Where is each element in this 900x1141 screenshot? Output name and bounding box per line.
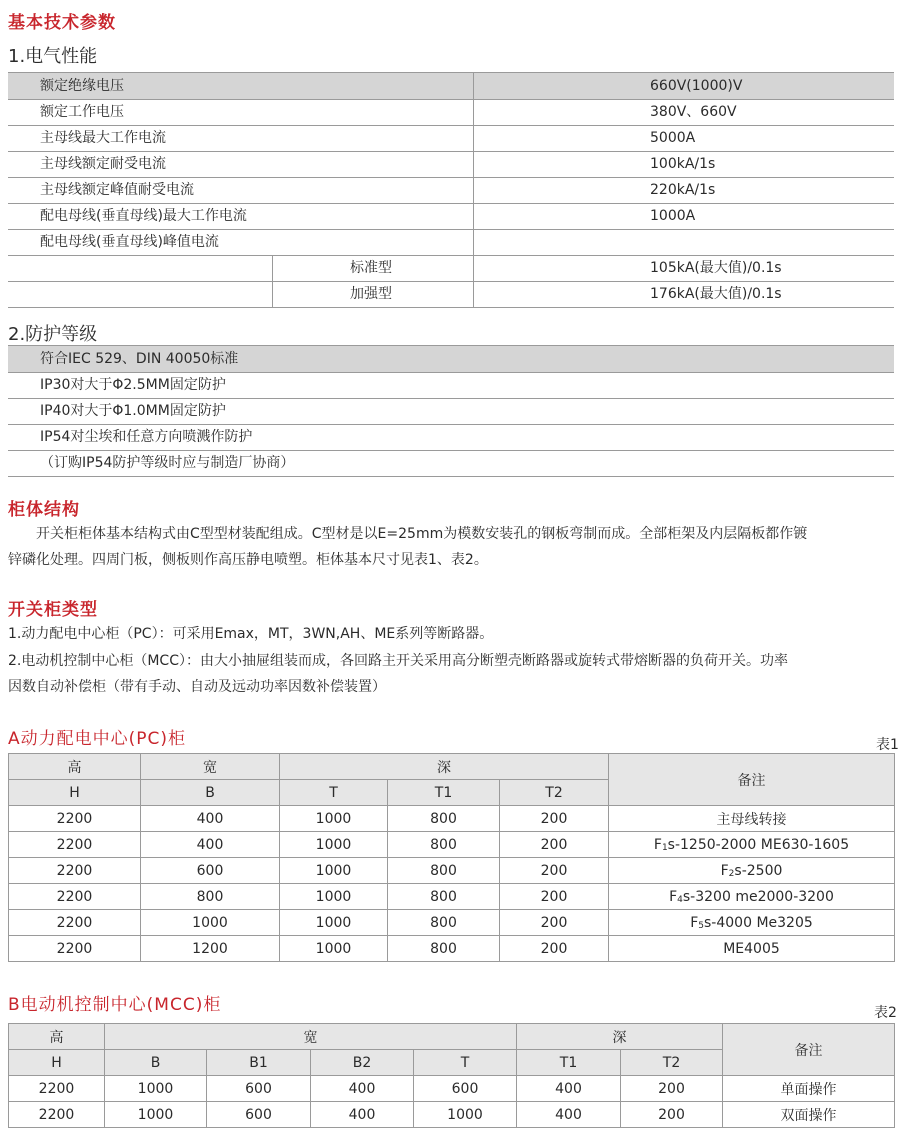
header-note: 备注	[723, 1024, 895, 1076]
table-row	[9, 1076, 895, 1102]
header-T2: T2	[500, 780, 609, 806]
table-row	[9, 910, 895, 936]
header-shen: 深	[280, 754, 609, 780]
param-value: 176kA(最大值)/0.1s	[650, 286, 782, 302]
cell-note	[609, 936, 895, 962]
table1-title: A动力配电中心(PC)柜	[8, 729, 187, 749]
table2-label: 表2	[874, 1005, 897, 1021]
table-row	[8, 281, 894, 308]
sub-type-label: 标准型	[350, 260, 392, 276]
table-row	[8, 125, 894, 152]
note-text: ME4005	[723, 940, 780, 957]
cell-B2: 400	[311, 1076, 414, 1102]
cell-T: 1000	[280, 884, 388, 910]
cell-B1: 600	[207, 1102, 311, 1128]
header-T1: T1	[388, 780, 500, 806]
cell-H: 2200	[9, 936, 141, 962]
header-B: B	[141, 780, 280, 806]
cell-T2: 200	[500, 884, 609, 910]
note-prefix: F	[669, 888, 678, 905]
note-text: s-3200 me2000-3200	[682, 888, 834, 905]
column-divider	[473, 73, 474, 308]
cell-T1: 800	[388, 936, 500, 962]
cell-B: 600	[141, 858, 280, 884]
cell-T2: 200	[500, 806, 609, 832]
list-item	[8, 450, 894, 477]
param-value: 100kA/1s	[650, 156, 716, 172]
list-item	[8, 346, 894, 373]
header-T2: T2	[621, 1050, 723, 1076]
cell-note	[609, 910, 895, 936]
header-B2: B2	[311, 1050, 414, 1076]
header-shen: 深	[517, 1024, 723, 1050]
cell-T: 1000	[280, 806, 388, 832]
note-text: s-1250-2000 ME630-1605	[667, 836, 850, 853]
param-label: 主母线额定耐受电流	[40, 156, 166, 172]
protection-text: IP54对尘埃和任意方向喷溅作防护	[40, 429, 253, 445]
header-T: T	[414, 1050, 517, 1076]
cell-T2: 200	[500, 858, 609, 884]
protection-text: IP40对大于Φ1.0MM固定防护	[40, 403, 226, 419]
header-H: H	[9, 1050, 105, 1076]
cell-H: 2200	[9, 884, 141, 910]
cell-T: 1000	[280, 832, 388, 858]
list-item	[8, 372, 894, 399]
param-label: 主母线最大工作电流	[40, 130, 166, 146]
table1	[8, 753, 895, 962]
cell-T1: 400	[517, 1076, 621, 1102]
protection-title: 2.防护等级	[8, 324, 98, 345]
table-row	[9, 884, 895, 910]
header-kuan: 宽	[105, 1024, 517, 1050]
table-row	[8, 99, 894, 126]
cell-H: 2200	[9, 806, 141, 832]
types-line-3: 因数自动补偿柜（带有手动、自动及远动功率因数补偿装置）	[8, 679, 386, 695]
cell-H: 2200	[9, 858, 141, 884]
cell-T: 1000	[280, 936, 388, 962]
param-label: 额定绝缘电压	[40, 78, 124, 94]
note-prefix: F	[653, 836, 662, 853]
table2	[8, 1023, 895, 1128]
protection-text: （订购IP54防护等级时应与制造厂协商）	[40, 455, 295, 471]
cell-H: 2200	[9, 910, 141, 936]
param-label: 主母线额定峰值耐受电流	[40, 182, 194, 198]
cell-T1: 800	[388, 832, 500, 858]
header-gao: 高	[9, 754, 141, 780]
cell-H: 2200	[9, 1076, 105, 1102]
structure-line-2: 锌磷化处理。四周门板，侧板则作高压静电喷塑。柜体基本尺寸见表1、表2。	[8, 552, 488, 568]
table-row	[9, 1102, 895, 1128]
header-T1: T1	[517, 1050, 621, 1076]
cell-note	[609, 832, 895, 858]
table-row	[8, 203, 894, 230]
sub-type-label: 加强型	[350, 286, 392, 302]
table-row	[9, 936, 895, 962]
cell-B: 1000	[105, 1076, 207, 1102]
table-row	[8, 229, 894, 256]
list-item	[8, 424, 894, 451]
cell-note	[609, 806, 895, 832]
cell-B: 400	[141, 832, 280, 858]
note-prefix: F	[720, 862, 729, 879]
note-text: 主母线转接	[716, 811, 787, 828]
cell-note: 单面操作	[723, 1076, 895, 1102]
section-title-basic-params: 基本技术参数	[8, 13, 116, 33]
cell-T1: 800	[388, 858, 500, 884]
cell-B: 1000	[105, 1102, 207, 1128]
cell-T: 1000	[280, 858, 388, 884]
cell-T: 1000	[414, 1102, 517, 1128]
param-value: 220kA/1s	[650, 182, 716, 198]
table-row	[8, 177, 894, 204]
note-text: s-2500	[734, 862, 783, 879]
cell-B: 1200	[141, 936, 280, 962]
param-label: 配电母线(垂直母线)峰值电流	[40, 234, 219, 250]
cell-T2: 200	[500, 910, 609, 936]
cell-T2: 200	[621, 1102, 723, 1128]
cell-B1: 600	[207, 1076, 311, 1102]
header-note: 备注	[609, 754, 895, 806]
cell-T1: 800	[388, 910, 500, 936]
table2-title: B电动机控制中心(MCC)柜	[8, 995, 222, 1015]
header-B1: B1	[207, 1050, 311, 1076]
types-title: 开关柜类型	[8, 600, 98, 620]
sub-column-divider	[272, 256, 273, 308]
cell-T1: 800	[388, 806, 500, 832]
types-line-2: 2.电动机控制中心柜（MCC）：由大小抽屉组装而成，各回路主开关采用高分断塑壳断路器或旋转式带熔断器的负荷开关。功率	[8, 653, 788, 669]
table-row	[9, 858, 895, 884]
types-line-1: 1.动力配电中心柜（PC）：可采用Emax，MT，3WN,AH、ME系列等断路器。	[8, 626, 494, 642]
protection-text: IP30对大于Φ2.5MM固定防护	[40, 377, 226, 393]
param-label: 配电母线(垂直母线)最大工作电流	[40, 208, 247, 224]
cell-note	[609, 884, 895, 910]
header-gao: 高	[9, 1024, 105, 1050]
cell-T2: 200	[621, 1076, 723, 1102]
param-value: 1000A	[650, 208, 696, 224]
electrical-performance-title: 1.电气性能	[8, 46, 98, 67]
cell-T: 1000	[280, 910, 388, 936]
table-row	[8, 255, 894, 282]
structure-title: 柜体结构	[8, 500, 80, 520]
note-prefix: F	[690, 914, 699, 931]
table-row	[8, 151, 894, 178]
header-B: B	[105, 1050, 207, 1076]
note-text: s-4000 Me3205	[704, 914, 813, 931]
note-subscript: 2	[728, 868, 735, 879]
cell-T2: 200	[500, 936, 609, 962]
cell-H: 2200	[9, 832, 141, 858]
header-T: T	[280, 780, 388, 806]
param-value: 380V、660V	[650, 104, 737, 120]
param-value: 105kA(最大值)/0.1s	[650, 260, 782, 276]
cell-B2: 400	[311, 1102, 414, 1128]
structure-line-1: 开关柜柜体基本结构式由C型型材装配组成。C型材是以E=25mm为模数安装孔的钢板弯制而成。全部柜架及内层隔板都作镀	[36, 526, 808, 542]
cell-T1: 400	[517, 1102, 621, 1128]
cell-note	[609, 858, 895, 884]
note-subscript: 5	[698, 920, 705, 931]
table-row	[8, 73, 894, 100]
param-label: 额定工作电压	[40, 104, 124, 120]
cell-B: 1000	[141, 910, 280, 936]
table1-label: 表1	[876, 737, 899, 753]
table-row	[9, 806, 895, 832]
header-H: H	[9, 780, 141, 806]
cell-H: 2200	[9, 1102, 105, 1128]
table-row	[9, 832, 895, 858]
cell-B: 800	[141, 884, 280, 910]
cell-note: 双面操作	[723, 1102, 895, 1128]
cell-B: 400	[141, 806, 280, 832]
cell-T: 600	[414, 1076, 517, 1102]
param-value: 660V(1000)V	[650, 78, 743, 94]
cell-T1: 800	[388, 884, 500, 910]
header-kuan: 宽	[141, 754, 280, 780]
list-item	[8, 398, 894, 425]
cell-T2: 200	[500, 832, 609, 858]
note-subscript: 4	[677, 894, 683, 905]
param-value: 5000A	[650, 130, 696, 146]
note-subscript: 1	[661, 842, 668, 853]
protection-text: 符合IEC 529、DIN 40050标准	[40, 351, 239, 367]
